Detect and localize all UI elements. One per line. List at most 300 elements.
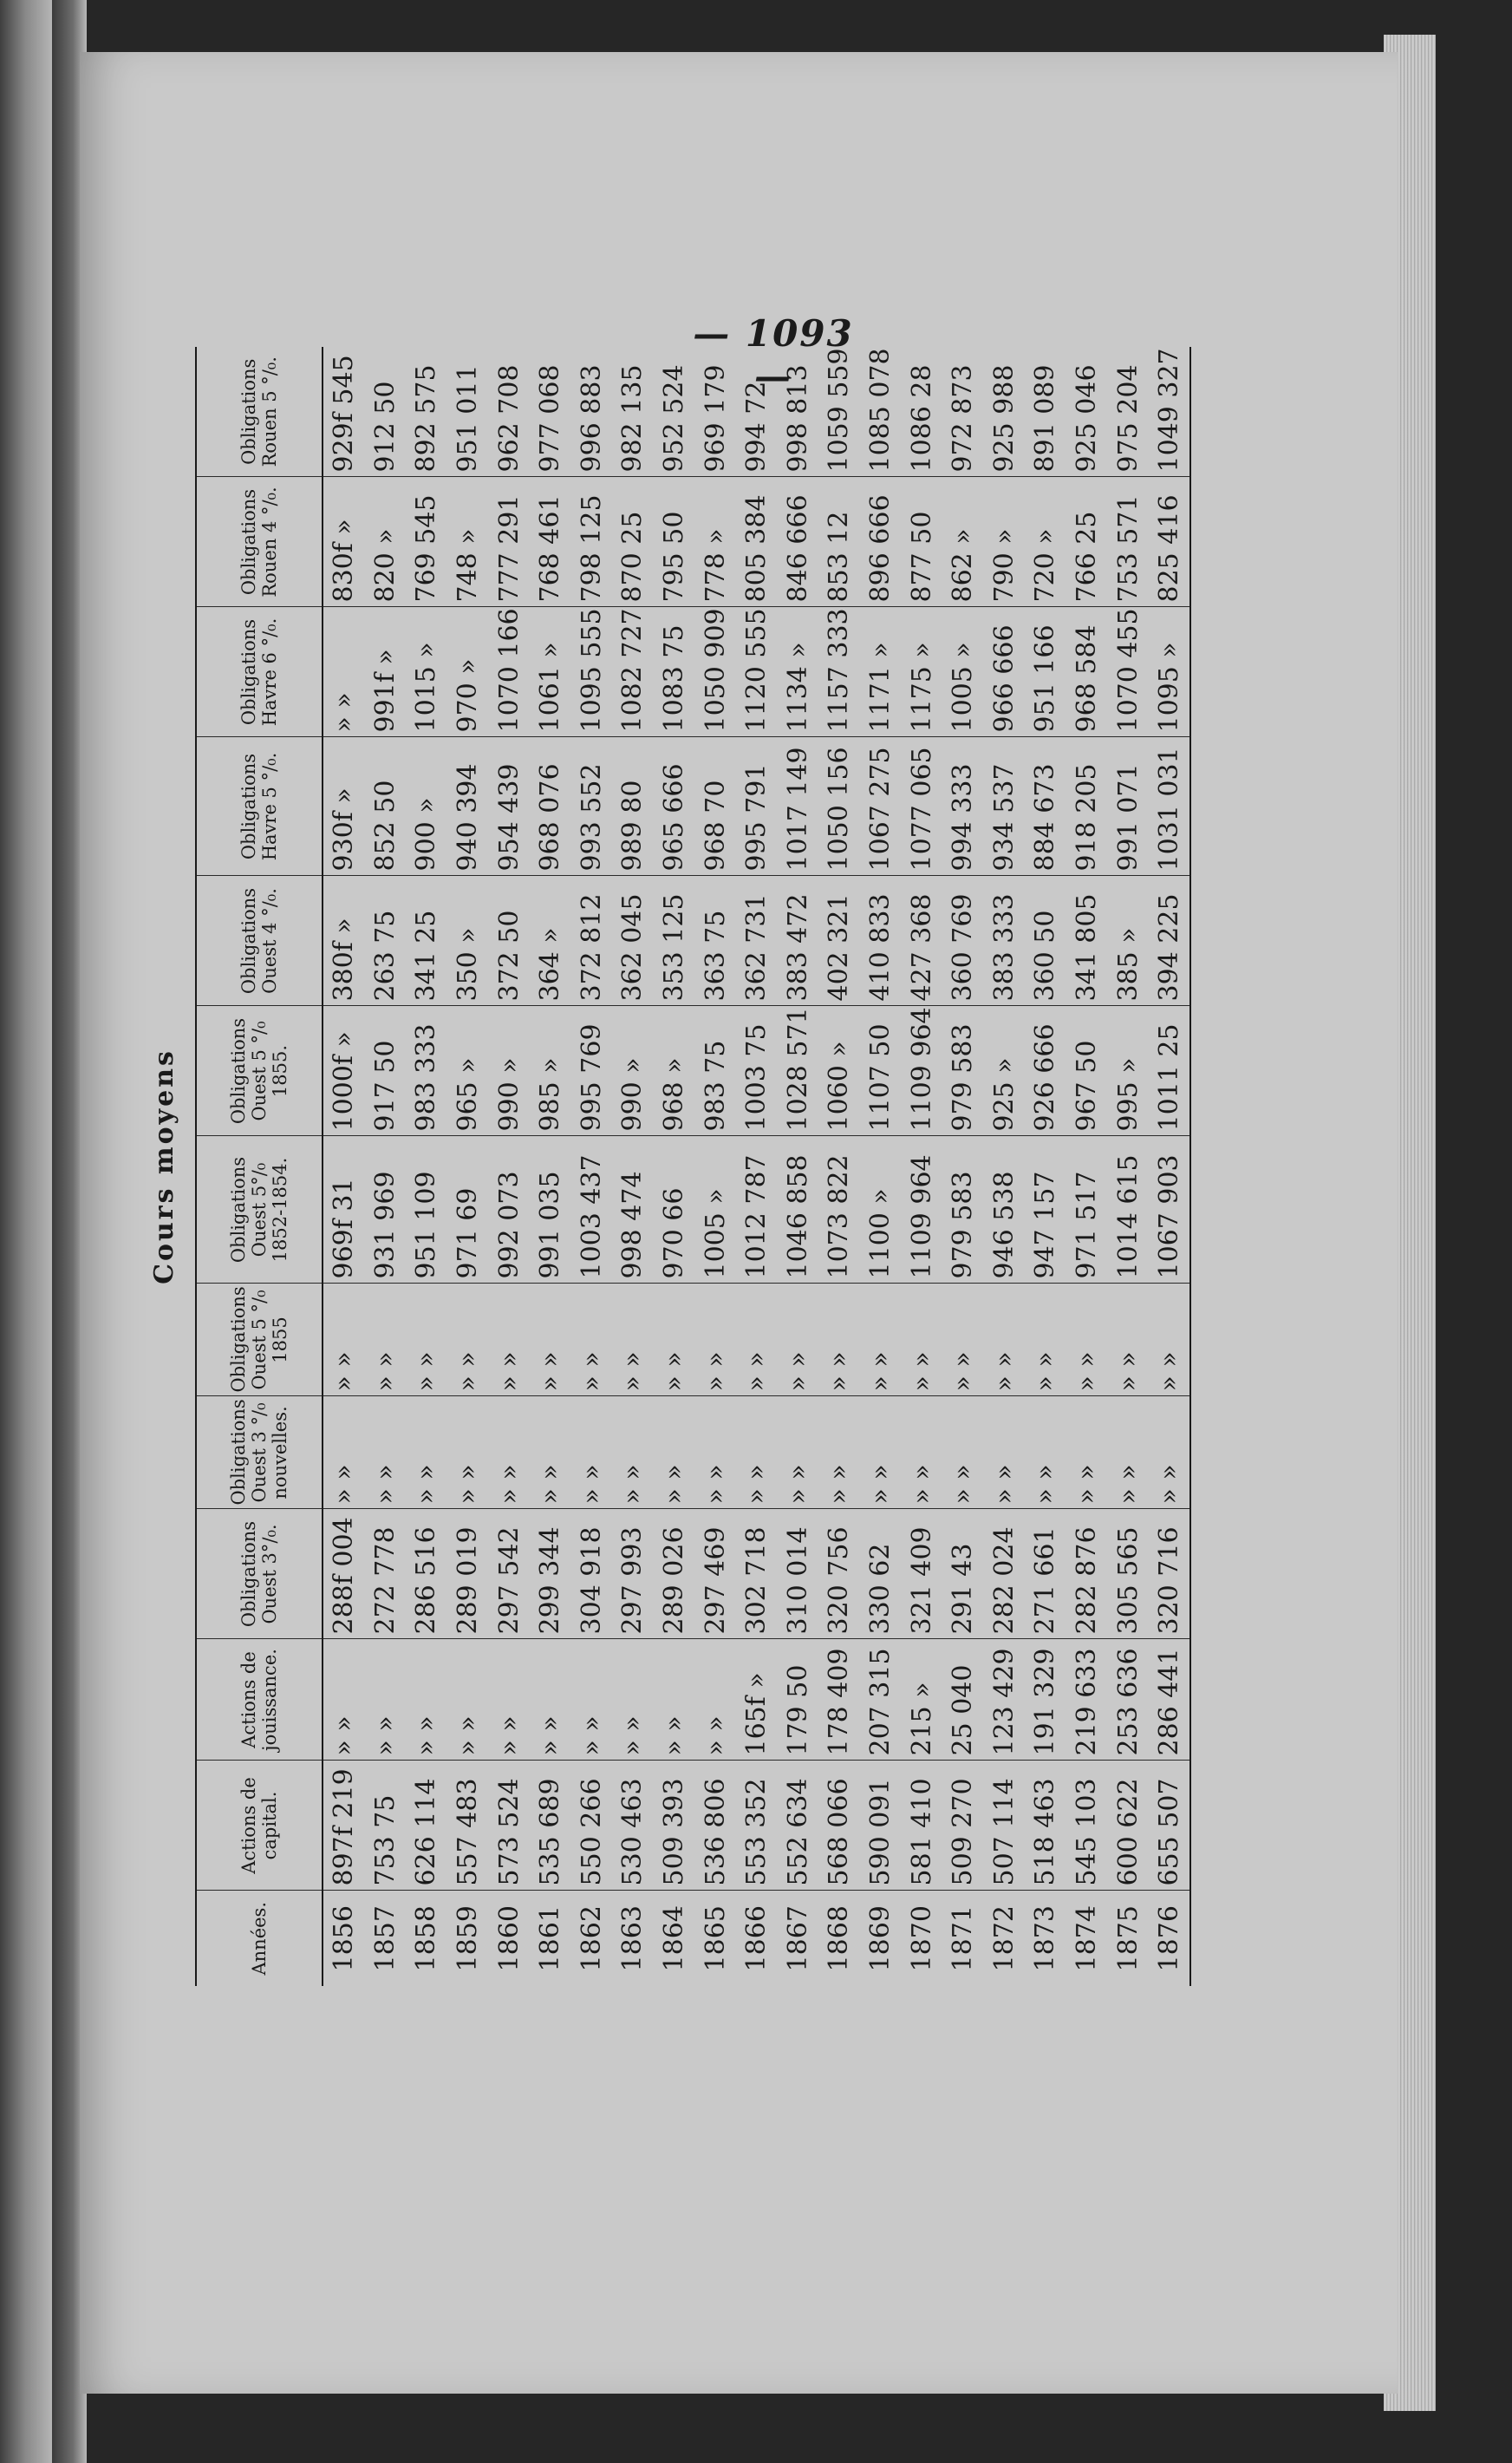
price-cell: 590 091 — [860, 1761, 902, 1891]
price-cell: 191 329 — [1025, 1639, 1066, 1761]
price-cell: 299 344 — [530, 1509, 571, 1639]
price-cell: 925 » — [984, 1006, 1026, 1136]
price-cell: 977 068 — [530, 347, 571, 477]
price-cell: 286 516 — [406, 1509, 447, 1639]
price-cell: 362 731 — [736, 876, 778, 1006]
year-cell: 1869 — [865, 1905, 896, 1972]
column-header: Obligations Rouen 4 °/₀. — [196, 477, 323, 607]
price-cell: 215 » — [901, 1639, 942, 1761]
price-cell: 994 333 — [942, 737, 984, 876]
price-cell: 1095 555 — [571, 607, 613, 737]
price-cell: » » — [1107, 1396, 1149, 1509]
table-row — [571, 347, 613, 1986]
price-cell: 1060 » — [818, 1006, 860, 1136]
price-cell: 991 071 — [1107, 737, 1149, 876]
table-row — [1149, 347, 1191, 1986]
price-cell: 363 75 — [694, 876, 736, 1006]
price-cell: 1134 » — [778, 607, 819, 737]
price-cell: 304 918 — [571, 1509, 613, 1639]
price-cell: 995 791 — [736, 737, 778, 876]
price-cell: 557 483 — [447, 1761, 489, 1891]
price-cell: 979 583 — [942, 1136, 984, 1284]
price-cell: 1171 » — [860, 607, 902, 737]
price-cell: 310 014 — [778, 1509, 819, 1639]
price-cell: 982 135 — [612, 347, 654, 477]
price-cell: 975 204 — [1107, 347, 1149, 477]
price-cell: 536 806 — [694, 1761, 736, 1891]
price-cell: 990 » — [612, 1006, 654, 1136]
price-cell: 967 50 — [1066, 1006, 1108, 1136]
price-cell: 918 205 — [1066, 737, 1108, 876]
column-header: Obligations Ouest 5 °/₀ 1855. — [196, 1006, 323, 1136]
price-cell: 968 076 — [530, 737, 571, 876]
price-cell: 385 » — [1107, 876, 1149, 1006]
price-cell: 272 778 — [365, 1509, 407, 1639]
price-cell: 1070 166 — [488, 607, 530, 737]
price-cell: 951 166 — [1025, 607, 1066, 737]
year-cell: 1856 — [329, 1905, 360, 1972]
price-cell: 305 565 — [1107, 1509, 1149, 1639]
price-cell: 219 633 — [1066, 1639, 1108, 1761]
year-cell: 1863 — [617, 1905, 648, 1972]
price-cell: 364 » — [530, 876, 571, 1006]
rotated-table-block — [139, 347, 1266, 1986]
price-cell: 1086 28 — [901, 347, 942, 477]
price-cell: 427 368 — [901, 876, 942, 1006]
column-header: Obligations Ouest 3 °/₀ nouvelles. — [196, 1396, 323, 1509]
table-row — [488, 347, 530, 1986]
price-cell: 297 993 — [612, 1509, 654, 1639]
table-row — [1066, 347, 1108, 1986]
price-cell: 769 545 — [406, 477, 447, 607]
year-cell: 1872 — [988, 1905, 1020, 1972]
price-cell: 297 469 — [694, 1509, 736, 1639]
price-cell: » » — [488, 1284, 530, 1396]
price-cell: » » — [612, 1284, 654, 1396]
price-cell: 25 040 — [942, 1639, 984, 1761]
price-cell: 1095 » — [1149, 607, 1191, 737]
column-header: Obligations Ouest 5°/₀ 1852-1854. — [196, 1136, 323, 1284]
price-cell: » » — [736, 1284, 778, 1396]
table-row — [447, 347, 489, 1986]
price-cell: » » — [323, 607, 365, 737]
price-cell: 940 394 — [447, 737, 489, 876]
price-cell: 288f 004 — [323, 1509, 365, 1639]
price-cell: » » — [860, 1396, 902, 1509]
price-cell: 998 474 — [612, 1136, 654, 1284]
table-row — [365, 347, 407, 1986]
price-cell: » » — [365, 1639, 407, 1761]
price-cell: 934 537 — [984, 737, 1026, 876]
price-cell: 995 » — [1107, 1006, 1149, 1136]
price-cell: 581 410 — [901, 1761, 942, 1891]
table-row — [818, 347, 860, 1986]
table-body — [323, 347, 1190, 1986]
year-cell: 1868 — [824, 1905, 855, 1972]
price-cell: 253 636 — [1107, 1639, 1149, 1761]
price-cell: 952 524 — [654, 347, 695, 477]
price-cell: 1003 75 — [736, 1006, 778, 1136]
price-cell: 969 179 — [694, 347, 736, 477]
price-cell: 989 80 — [612, 737, 654, 876]
price-cell: 1005 » — [942, 607, 984, 737]
price-cell: » » — [654, 1284, 695, 1396]
price-cell: 884 673 — [1025, 737, 1066, 876]
price-cell: 1077 065 — [901, 737, 942, 876]
price-cell: 1014 615 — [1107, 1136, 1149, 1284]
page-number: — 1093 — — [693, 312, 854, 397]
price-cell: » » — [406, 1639, 447, 1761]
price-cell: 568 066 — [818, 1761, 860, 1891]
price-cell: » » — [488, 1396, 530, 1509]
year-cell: 1866 — [741, 1905, 772, 1972]
price-cell: » » — [901, 1284, 942, 1396]
price-cell: 383 333 — [984, 876, 1026, 1006]
price-cell: 341 25 — [406, 876, 447, 1006]
price-cell: 1175 » — [901, 607, 942, 737]
price-cell: » » — [406, 1284, 447, 1396]
year-cell: 1865 — [700, 1905, 731, 1972]
price-cell: » » — [778, 1396, 819, 1509]
table-row — [406, 347, 447, 1986]
price-cell: 998 813 — [778, 347, 819, 477]
year-cell: 1860 — [493, 1905, 525, 1972]
price-cell: 394 225 — [1149, 876, 1191, 1006]
table-row — [778, 347, 819, 1986]
price-cell: » » — [1066, 1284, 1108, 1396]
price-cell: 1120 555 — [736, 607, 778, 737]
price-cell: 968 70 — [694, 737, 736, 876]
price-cell: 891 089 — [1025, 347, 1066, 477]
price-cell: 825 416 — [1149, 477, 1191, 607]
price-cell: 302 718 — [736, 1509, 778, 1639]
price-cell: 1046 858 — [778, 1136, 819, 1284]
price-cell: » » — [1025, 1284, 1066, 1396]
table-row — [942, 347, 984, 1986]
price-cell: 410 833 — [860, 876, 902, 1006]
price-cell: » » — [984, 1396, 1026, 1509]
table-row — [1107, 347, 1149, 1986]
price-cell: 990 » — [488, 1006, 530, 1136]
price-cell: 1070 455 — [1107, 607, 1149, 737]
price-cell: 600 622 — [1107, 1761, 1149, 1891]
price-cell: » » — [654, 1396, 695, 1509]
year-cell: 1871 — [948, 1905, 979, 1972]
price-cell: 852 50 — [365, 737, 407, 876]
price-cell: 1015 » — [406, 607, 447, 737]
column-header: Obligations Ouest 3°/₀. — [196, 1509, 323, 1639]
price-cell: 1073 822 — [818, 1136, 860, 1284]
price-cell: 753 571 — [1107, 477, 1149, 607]
price-cell: 766 25 — [1066, 477, 1108, 607]
price-cell: 535 689 — [530, 1761, 571, 1891]
price-cell: 991f » — [365, 607, 407, 737]
price-cell: 996 883 — [571, 347, 613, 477]
price-cell: 951 011 — [447, 347, 489, 477]
price-cell: 1017 149 — [778, 737, 819, 876]
table-header-row — [196, 347, 323, 1986]
price-cell: 289 019 — [447, 1509, 489, 1639]
price-cell: 350 » — [447, 876, 489, 1006]
price-cell: 992 073 — [488, 1136, 530, 1284]
price-cell: 947 157 — [1025, 1136, 1066, 1284]
price-cell: 289 026 — [654, 1509, 695, 1639]
price-cell: » » — [1066, 1396, 1108, 1509]
price-cell: 1100 » — [860, 1136, 902, 1284]
price-cell: » » — [530, 1396, 571, 1509]
price-cell: 626 114 — [406, 1761, 447, 1891]
table-row — [612, 347, 654, 1986]
price-cell: 912 50 — [365, 347, 407, 477]
column-header: Obligations Rouen 5 °/₀. — [196, 347, 323, 477]
price-cell: 969f 31 — [323, 1136, 365, 1284]
price-cell: 995 769 — [571, 1006, 613, 1136]
price-cell: 1109 964 — [901, 1136, 942, 1284]
price-cell: 853 12 — [818, 477, 860, 607]
table-row — [736, 347, 778, 1986]
table-row — [654, 347, 695, 1986]
year-cell: 1873 — [1030, 1905, 1061, 1972]
table-row — [901, 347, 942, 1986]
price-cell: 768 461 — [530, 477, 571, 607]
price-cell: 165f » — [736, 1639, 778, 1761]
price-cell: 320 756 — [818, 1509, 860, 1639]
price-cell: 926 666 — [1025, 1006, 1066, 1136]
price-cell: » » — [365, 1396, 407, 1509]
price-cell: » » — [447, 1639, 489, 1761]
price-cell: 123 429 — [984, 1639, 1026, 1761]
price-cell: 509 270 — [942, 1761, 984, 1891]
price-cell: 1050 909 — [694, 607, 736, 737]
price-cell: 553 352 — [736, 1761, 778, 1891]
price-cell: 778 » — [694, 477, 736, 607]
price-cell: 862 » — [942, 477, 984, 607]
price-cell: 993 552 — [571, 737, 613, 876]
price-cell: » » — [1107, 1284, 1149, 1396]
price-cell: 380f » — [323, 876, 365, 1006]
price-cell: 518 463 — [1025, 1761, 1066, 1891]
year-cell: 1874 — [1071, 1905, 1102, 1972]
column-header: Actions de jouissance. — [196, 1639, 323, 1761]
column-header: Actions de capital. — [196, 1761, 323, 1891]
price-cell: 994 72 — [736, 347, 778, 477]
price-cell: 777 291 — [488, 477, 530, 607]
price-cell: 282 876 — [1066, 1509, 1108, 1639]
price-cell: 320 716 — [1149, 1509, 1191, 1639]
price-cell: 896 666 — [860, 477, 902, 607]
table-row — [984, 347, 1026, 1986]
year-cell: 1867 — [782, 1905, 813, 1972]
price-cell: » » — [942, 1396, 984, 1509]
price-cell: » » — [694, 1284, 736, 1396]
price-cell: 795 50 — [654, 477, 695, 607]
price-cell: » » — [571, 1639, 613, 1761]
table-caption: Cours moyens — [149, 1049, 179, 1284]
price-cell: 951 109 — [406, 1136, 447, 1284]
price-cell: 790 » — [984, 477, 1026, 607]
price-cell: 360 50 — [1025, 876, 1066, 1006]
column-header: Obligations Havre 6 °/₀. — [196, 607, 323, 737]
price-cell: 1085 078 — [860, 347, 902, 477]
price-cell: » » — [736, 1396, 778, 1509]
price-cell: 573 524 — [488, 1761, 530, 1891]
price-cell: 830f » — [323, 477, 365, 607]
price-cell: 970 » — [447, 607, 489, 737]
price-cell: 550 266 — [571, 1761, 613, 1891]
price-cell: » » — [694, 1639, 736, 1761]
price-cell: 892 575 — [406, 347, 447, 477]
price-cell: 1049 327 — [1149, 347, 1191, 477]
price-cell: 372 812 — [571, 876, 613, 1006]
price-cell: 330 62 — [860, 1509, 902, 1639]
price-cell: » » — [860, 1284, 902, 1396]
price-cell: » » — [323, 1284, 365, 1396]
price-cell: 983 333 — [406, 1006, 447, 1136]
price-cell: 207 315 — [860, 1639, 902, 1761]
price-cell: 917 50 — [365, 1006, 407, 1136]
price-cell: 1003 437 — [571, 1136, 613, 1284]
price-cell: » » — [778, 1284, 819, 1396]
price-cell: 1107 50 — [860, 1006, 902, 1136]
price-cell: 1083 75 — [654, 607, 695, 737]
price-cell: » » — [694, 1396, 736, 1509]
price-cell: 263 75 — [365, 876, 407, 1006]
price-cell: » » — [406, 1396, 447, 1509]
price-cell: 870 25 — [612, 477, 654, 607]
price-cell: 1005 » — [694, 1136, 736, 1284]
price-cell: 362 045 — [612, 876, 654, 1006]
price-cell: 805 384 — [736, 477, 778, 607]
price-cell: 552 634 — [778, 1761, 819, 1891]
price-cell: » » — [612, 1639, 654, 1761]
price-cell: 297 542 — [488, 1509, 530, 1639]
price-cell: » » — [1149, 1284, 1191, 1396]
price-cell: 946 538 — [984, 1136, 1026, 1284]
price-cell: » » — [818, 1284, 860, 1396]
table-row — [694, 347, 736, 1986]
price-cell: » » — [818, 1396, 860, 1509]
price-cell: 530 463 — [612, 1761, 654, 1891]
price-cell: » » — [1025, 1396, 1066, 1509]
price-cell: 1000f » — [323, 1006, 365, 1136]
price-cell: 748 » — [447, 477, 489, 607]
price-cell: 1157 333 — [818, 607, 860, 737]
price-cell: 360 769 — [942, 876, 984, 1006]
price-cell: 1082 727 — [612, 607, 654, 737]
price-cell: 271 661 — [1025, 1509, 1066, 1639]
price-cell: 1028 571 — [778, 1006, 819, 1136]
price-cell: 341 805 — [1066, 876, 1108, 1006]
price-cell: » » — [571, 1284, 613, 1396]
price-cell: » » — [984, 1284, 1026, 1396]
table-row — [1025, 347, 1066, 1986]
price-cell: 966 666 — [984, 607, 1026, 737]
price-cell: » » — [323, 1396, 365, 1509]
price-cell: » » — [530, 1639, 571, 1761]
price-cell: 991 035 — [530, 1136, 571, 1284]
year-cell: 1864 — [659, 1905, 690, 1972]
year-cell: 1876 — [1149, 1891, 1191, 1986]
price-cell: 972 873 — [942, 347, 984, 477]
price-cell: 1067 903 — [1149, 1136, 1191, 1284]
price-cell: 545 103 — [1066, 1761, 1108, 1891]
year-cell: 1875 — [1112, 1905, 1144, 1972]
price-cell: 983 75 — [694, 1006, 736, 1136]
price-cell: 286 441 — [1149, 1639, 1191, 1761]
price-cell: » » — [488, 1639, 530, 1761]
price-cell: 179 50 — [778, 1639, 819, 1761]
price-cell: 968 » — [654, 1006, 695, 1136]
price-cell: 720 » — [1025, 477, 1066, 607]
price-cell: » » — [323, 1639, 365, 1761]
price-cell: 178 409 — [818, 1639, 860, 1761]
price-cell: 402 321 — [818, 876, 860, 1006]
price-cell: 798 125 — [571, 477, 613, 607]
price-cell: 931 969 — [365, 1136, 407, 1284]
price-cell: 1011 25 — [1149, 1006, 1191, 1136]
price-cell: » » — [612, 1396, 654, 1509]
price-cell: » » — [447, 1284, 489, 1396]
price-cell: 846 666 — [778, 477, 819, 607]
price-cell: 965 » — [447, 1006, 489, 1136]
price-cell: 930f » — [323, 737, 365, 876]
column-header: Obligations Havre 5 °/₀. — [196, 737, 323, 876]
price-cell: 970 66 — [654, 1136, 695, 1284]
price-cell: 929f 545 — [323, 347, 365, 477]
price-cell: » » — [942, 1284, 984, 1396]
price-cell: 954 439 — [488, 737, 530, 876]
table-row — [860, 347, 902, 1986]
price-cell: 507 114 — [984, 1761, 1026, 1891]
price-cell: » » — [654, 1639, 695, 1761]
price-cell: 925 046 — [1066, 347, 1108, 477]
price-cell: 925 988 — [984, 347, 1026, 477]
year-cell: 1870 — [906, 1905, 937, 1972]
price-cell: 509 393 — [654, 1761, 695, 1891]
column-header: Obligations Ouest 5 °/₀ 1855 — [196, 1284, 323, 1396]
price-cell: » » — [447, 1396, 489, 1509]
price-cell: 753 75 — [365, 1761, 407, 1891]
price-cell: 353 125 — [654, 876, 695, 1006]
price-cell: 971 69 — [447, 1136, 489, 1284]
price-cell: 897f 219 — [323, 1761, 365, 1891]
year-cell: 1859 — [453, 1905, 484, 1972]
price-cell: 900 » — [406, 737, 447, 876]
price-cell: 962 708 — [488, 347, 530, 477]
price-cell: 965 666 — [654, 737, 695, 876]
year-cell: 1861 — [535, 1905, 566, 1972]
price-cell: 877 50 — [901, 477, 942, 607]
price-cell: 321 409 — [901, 1509, 942, 1639]
price-cell: 820 » — [365, 477, 407, 607]
price-cell: 1109 964 — [901, 1006, 942, 1136]
price-cell: 979 583 — [942, 1006, 984, 1136]
table-row — [530, 347, 571, 1986]
price-cell: 968 584 — [1066, 607, 1108, 737]
price-cell: 985 » — [530, 1006, 571, 1136]
price-cell: 1012 787 — [736, 1136, 778, 1284]
column-header: Années. — [196, 1891, 323, 1986]
price-cell: » » — [365, 1284, 407, 1396]
price-cell: 383 472 — [778, 876, 819, 1006]
price-cell: 1061 » — [530, 607, 571, 737]
price-cell: 291 43 — [942, 1509, 984, 1639]
price-cell: 1050 156 — [818, 737, 860, 876]
price-table — [195, 347, 1191, 1986]
price-cell: 1067 275 — [860, 737, 902, 876]
price-cell: » » — [1149, 1396, 1191, 1509]
year-cell: 1857 — [369, 1905, 401, 1972]
